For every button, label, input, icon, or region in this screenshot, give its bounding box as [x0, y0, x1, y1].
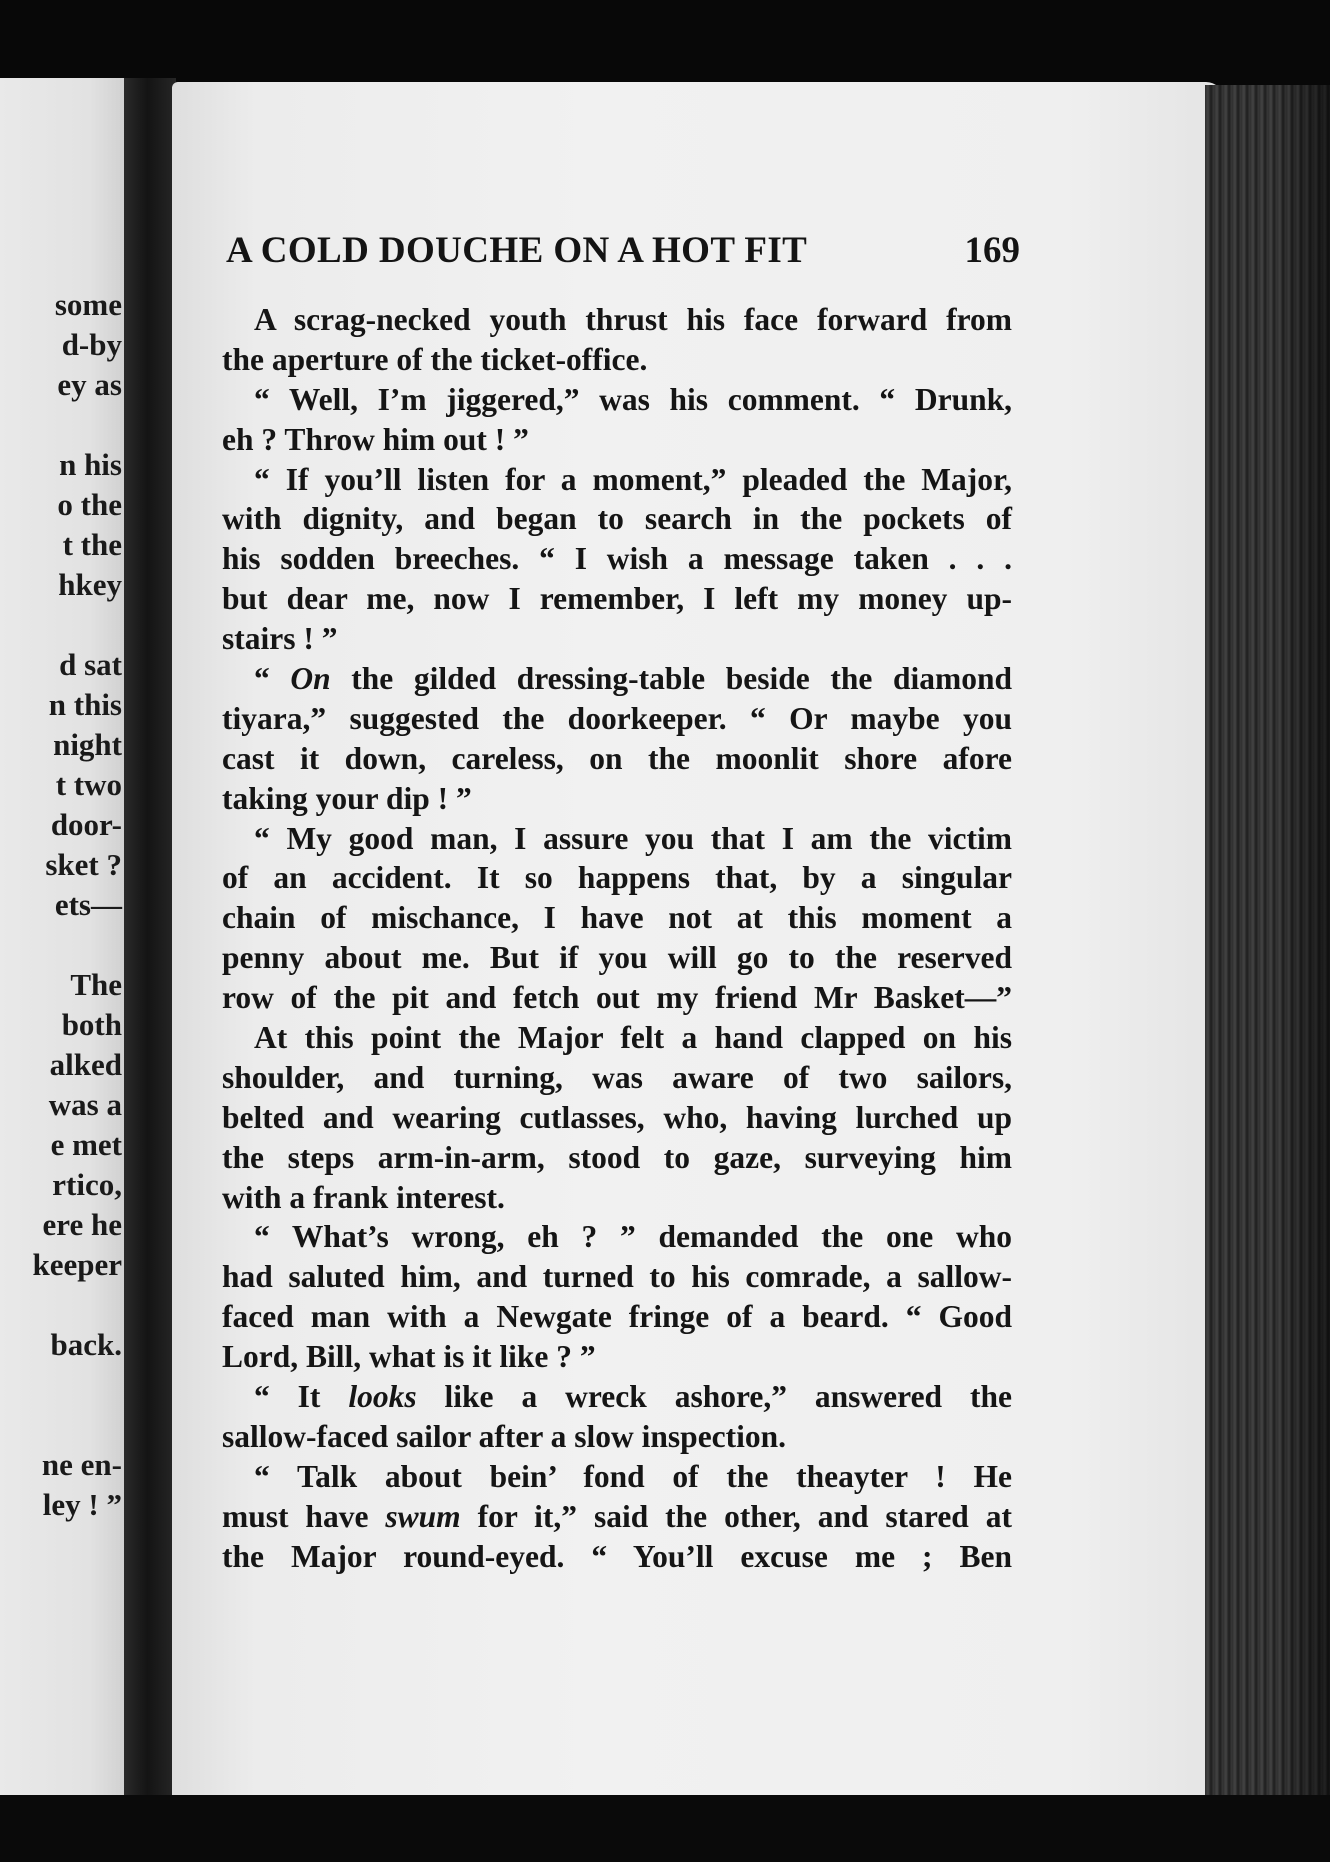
text-run: the gilded dressing-table beside the diamond: [330, 661, 1012, 697]
left-page-line: o the: [57, 487, 122, 522]
text-run: eh ? Throw him out ! ”: [222, 421, 529, 457]
body-line: [222, 739, 1012, 779]
left-page-line: both: [61, 1007, 122, 1042]
left-page-line: d sat: [59, 647, 122, 682]
left-page-line: sket ?: [45, 847, 122, 882]
running-title: A COLD DOUCHE ON A HOT FIT: [226, 230, 808, 271]
running-head: [226, 229, 1020, 279]
text-run: chain of mischance, I have not at this moment a: [222, 900, 1012, 936]
body-line: [222, 460, 1012, 500]
text-run: his sodden breeches. “ I wish a message taken . . .: [222, 541, 1012, 577]
body-line: [222, 1058, 1012, 1098]
book-gutter: [124, 78, 176, 1798]
text-run: stairs ! ”: [222, 621, 338, 657]
text-run: sallow-faced sailor after a slow inspection.: [222, 1418, 787, 1454]
body-line: [222, 858, 1012, 898]
body-line: [222, 340, 1012, 380]
text-run: the aperture of the ticket-office.: [222, 341, 648, 377]
body-line: [222, 420, 1012, 460]
body-line: [222, 579, 1012, 619]
body-line: [222, 978, 1012, 1018]
body-line: [222, 499, 1012, 539]
left-page-line: ey as: [57, 367, 122, 402]
left-page-line: was a: [48, 1087, 122, 1122]
body-line: [222, 779, 1012, 819]
body-line: [222, 539, 1012, 579]
text-run: taking your dip ! ”: [222, 780, 472, 816]
text-run: “ It: [254, 1379, 349, 1415]
body-line: [222, 1217, 1012, 1257]
scan-top-background: [0, 0, 1330, 95]
left-page-line: e met: [50, 1127, 122, 1162]
body-text: [222, 300, 1012, 1577]
body-line: [222, 619, 1012, 659]
left-page-line: back.: [50, 1327, 122, 1362]
text-run: with dignity, and began to search in the pockets of: [222, 501, 1012, 537]
left-page-line: n his: [59, 447, 122, 482]
body-line: [222, 1377, 1012, 1417]
text-run: like a wreck ashore,” answered the: [416, 1379, 1012, 1415]
book-edge-shadow: [1275, 85, 1330, 1805]
text-run: for it,” said the other, and stared at: [460, 1498, 1012, 1534]
body-line: [222, 1178, 1012, 1218]
text-run: Lord, Bill, what is it like ? ”: [222, 1339, 596, 1375]
left-page-line: n this: [48, 687, 122, 722]
body-line: [222, 699, 1012, 739]
left-page-line: ley ! ”: [42, 1487, 122, 1522]
body-line: [222, 1537, 1012, 1577]
left-page-line: hkey: [58, 567, 122, 602]
body-line: [222, 1138, 1012, 1178]
italic-word: On: [290, 661, 331, 697]
body-line: [222, 1018, 1012, 1058]
body-line: [222, 300, 1012, 340]
text-run: “: [254, 661, 291, 697]
text-run: the steps arm-in-arm, stood to gaze, surveying him: [222, 1139, 1012, 1175]
italic-word: looks: [348, 1379, 417, 1415]
body-line: [222, 1457, 1012, 1497]
text-run: A scrag-necked youth thrust his face forward from: [254, 302, 1012, 337]
text-run: “ Well, I’m jiggered,” was his comment. “ Drunk,: [254, 381, 1012, 417]
text-run: cast it down, careless, on the moonlit shore afore: [222, 740, 1012, 776]
text-run: “ My good man, I assure you that I am the victim: [254, 820, 1012, 856]
left-page-line: rtico,: [52, 1167, 122, 1202]
body-line: [222, 819, 1012, 859]
text-run: shoulder, and turning, was aware of two sailors,: [222, 1059, 1012, 1095]
body-line: [222, 1257, 1012, 1297]
text-run: row of the pit and fetch out my friend Mr Basket—”: [222, 980, 1012, 1016]
left-page-line: door-: [50, 807, 122, 842]
body-line: [222, 1098, 1012, 1138]
left-page-line: t two: [55, 767, 122, 802]
body-line: [222, 659, 1012, 699]
left-page-line: night: [53, 727, 122, 762]
text-run: had saluted him, and turned to his comrade, a sallow-: [222, 1259, 1012, 1295]
left-page-line: alked: [49, 1047, 122, 1082]
text-run: belted and wearing cutlasses, who, having lurched up: [222, 1099, 1012, 1135]
text-run: tiyara,” suggested the doorkeeper. “ Or maybe you: [222, 700, 1012, 736]
scan-bottom-background: [0, 1795, 1330, 1862]
body-line: [222, 1417, 1012, 1457]
left-page-line: t the: [62, 527, 122, 562]
text-run: faced man with a Newgate fringe of a beard. “ Good: [222, 1299, 1012, 1335]
text-run: of an accident. It so happens that, by a singular: [222, 860, 1012, 896]
body-line: [222, 938, 1012, 978]
left-page-line: ere he: [42, 1207, 122, 1242]
body-line: [222, 1337, 1012, 1377]
body-line: [222, 898, 1012, 938]
left-page-line: The: [70, 967, 122, 1002]
text-run: “ Talk about bein’ fond of the theayter ! He: [254, 1458, 1012, 1494]
body-line: [222, 1497, 1012, 1537]
left-page-line: ne en-: [41, 1447, 122, 1482]
text-run: must have: [222, 1498, 386, 1534]
left-page-line: d-by: [61, 327, 122, 362]
text-run: but dear me, now I remember, I left my money up-: [222, 581, 1012, 617]
text-run: the Major round-eyed. “ You’ll excuse me ; Ben: [222, 1538, 1012, 1574]
body-line: [222, 1297, 1012, 1337]
text-run: “ What’s wrong, eh ? ” demanded the one who: [254, 1219, 1012, 1255]
left-page-line: keeper: [32, 1247, 122, 1282]
italic-word: swum: [385, 1498, 461, 1534]
text-run: At this point the Major felt a hand clapped on his: [254, 1020, 1012, 1056]
text-run: “ If you’ll listen for a moment,” pleaded the Major,: [254, 461, 1012, 497]
page-number: 169: [964, 230, 1020, 271]
text-run: with a frank interest.: [222, 1179, 505, 1215]
text-run: penny about me. But if you will go to the reserved: [222, 940, 1012, 976]
left-page-line: some: [54, 287, 122, 322]
body-line: [222, 380, 1012, 420]
left-page-line: ets—: [54, 887, 122, 922]
